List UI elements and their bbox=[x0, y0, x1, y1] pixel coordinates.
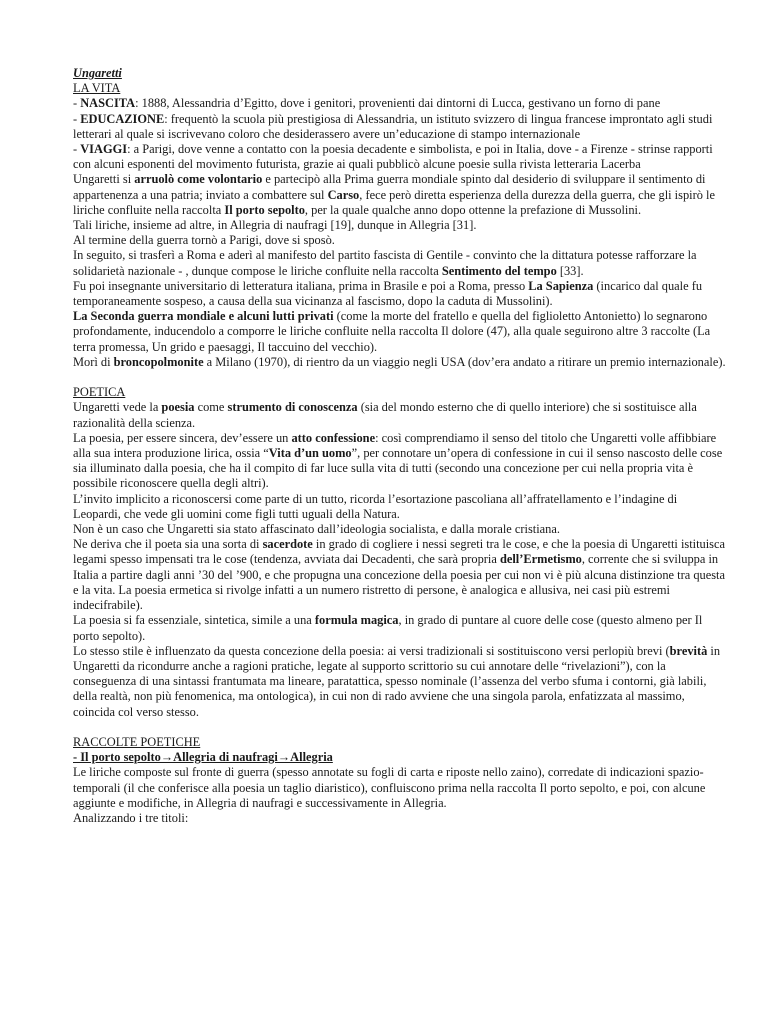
bold-text: poesia bbox=[161, 400, 195, 415]
text-run: : 1888, Alessandria d’Egitto, dove i genitori, provenienti dai dintorni di Lucca, gestivano un forno di pane bbox=[135, 96, 661, 111]
text-run: Morì di bbox=[73, 354, 114, 369]
paragraph bbox=[73, 172, 728, 218]
text-run: Ungaretti vede la bbox=[73, 400, 162, 415]
text-run: : frequentò la scuola più prestigiosa di Alessandria, un istituto svizzero di lingua francese improntato agli studi letterari al quale si iscrivevano coloro che desiderassero avere un’educazione di stampo internazionale bbox=[73, 111, 713, 141]
bold-text: La Sapienza bbox=[528, 278, 594, 293]
text-run: (incarico dal quale fu temporaneamente sospeso, a causa della sua vicinanza al fascismo, dopo la caduta di Mussolini). bbox=[73, 278, 703, 309]
section-vita-body bbox=[73, 96, 728, 370]
subheading-raccolte: - Il porto sepolto→Allegria di naufragi→Allegria bbox=[73, 750, 333, 765]
text-run: Le liriche composte sul fronte di guerra (spesso annotate su fogli di carta e riposte nello zaino), corredate di indicazioni spazio-temporali (il che conferisce alla poesia un taglio diaristico), confluiscono prima nella raccolta Il porto sepolto, e poi, con alcune aggiunte e modifiche, in Allegria di naufragi e successivamente in Allegria. bbox=[73, 765, 706, 810]
text-run: Lo stesso stile è influenzato da questa concezione della poesia: ai versi tradizionali si sostituiscono versi perlopiù brevi ( bbox=[73, 643, 670, 658]
paragraph bbox=[73, 233, 728, 248]
section-raccolte-body bbox=[73, 765, 728, 826]
text-run: , corrente che si sviluppa in Italia a partire dagli anni ’30 del ’900, e che propugna una concezione della poesia per cui non vi è più alcuna distinzione tra questa e la vita. La poesia ermetica si rivolge infatti a un numero ristretto di persone, è analogica e allusiva, nei casi più estremi indecifrabile). bbox=[73, 552, 725, 613]
bold-text: Sentimento del tempo bbox=[441, 263, 557, 278]
text-run: Tali liriche, insieme ad altre, in Allegria di naufragi [19], dunque in Allegria [31]. bbox=[73, 218, 477, 233]
paragraph bbox=[73, 537, 728, 613]
bold-text: broncopolmonite bbox=[113, 354, 204, 369]
paragraph bbox=[73, 142, 728, 172]
bold-text: atto confessione bbox=[291, 430, 376, 445]
text-run: (come la morte del fratello e quella del figlioletto Antonietto) lo segnarono profondamente, inducendolo a comporre le liriche confluite nella raccolta Il dolore (47), alla quale seguirono altre 3 raccolte (La terra promessa, Un grido e paesaggi, Il taccuino del vecchio). bbox=[73, 309, 711, 354]
document-title: Ungaretti bbox=[73, 66, 122, 80]
text-run: - bbox=[73, 142, 81, 157]
text-run: (sia del mondo esterno che di quello interiore) che si sostituisce alla razionalità della scienza. bbox=[73, 400, 697, 430]
text-run: , fece però diretta esperienza della durezza della guerra, che gli ispirò le liriche confluite nella raccolta bbox=[73, 187, 715, 217]
paragraph bbox=[73, 492, 728, 522]
bold-text: Il porto sepolto bbox=[224, 202, 305, 217]
heading-poetica: POETICA bbox=[73, 385, 126, 400]
text-run: , in grado di puntare al cuore delle cose (questo almeno per Il porto sepolto). bbox=[73, 613, 703, 643]
bold-text: Vita d’un uomo bbox=[268, 446, 352, 461]
text-run: , per la quale qualche anno dopo ottenne la prefazione di Mussolini. bbox=[304, 202, 642, 217]
paragraph bbox=[73, 355, 728, 370]
text-run: - bbox=[73, 111, 81, 126]
text-run: Al termine della guerra tornò a Parigi, dove si sposò. bbox=[73, 233, 335, 248]
text-run: : a Parigi, dove venne a contatto con la poesia decadente e simbolista, e poi in Italia, dove - a Firenze - strinse rapporti con alcuni esponenti del movimento futurista, grazie ai quali pubblicò alcune poesie sulla rivista letteraria Lacerba bbox=[73, 142, 713, 172]
text-run: come bbox=[194, 400, 228, 415]
text-run: in Ungaretti da ricondurre anche a ragioni pratiche, legate al supporto scrittorio su cui annotare delle “rivelazioni”), con la conseguenza di una sintassi frantumata ma lineare, paratattica, spesso nominale (l’assenza del verbo sfuma i contorni, già labili, della realtà, non più fenomenica, ma ontologica), in cui non di rado avviene che una singola parola, enfatizzata al massimo, coincida col verso stesso. bbox=[73, 643, 721, 719]
paragraph bbox=[73, 279, 728, 309]
spacer bbox=[73, 720, 728, 735]
text-run: L’invito implicito a riconoscersi come parte di un tutto, ricorda l’esortazione pascoliana all’affratellamento e l’indagine di Leopardi, che vede gli uomini come figli tutti uguali della Natura. bbox=[73, 491, 678, 521]
text-run: La poesia si fa essenziale, sintetica, simile a una bbox=[73, 613, 315, 628]
bold-text: Carso bbox=[327, 187, 360, 202]
text-run: : così comprendiamo il senso del titolo che Ungaretti volle affibbiare alla sua intera produzione lirica, ossia “ bbox=[73, 430, 717, 461]
paragraph bbox=[73, 431, 728, 492]
bold-text: VIAGGI bbox=[80, 142, 128, 157]
text-run: Ungaretti si bbox=[73, 172, 135, 187]
paragraph bbox=[73, 218, 728, 233]
paragraph bbox=[73, 644, 728, 720]
paragraph bbox=[73, 811, 728, 826]
bold-text: EDUCAZIONE bbox=[80, 111, 165, 126]
bold-text: La Seconda guerra mondiale e alcuni lutti privati bbox=[73, 309, 334, 324]
paragraph bbox=[73, 96, 728, 111]
paragraph bbox=[73, 522, 728, 537]
text-run: In seguito, si trasferì a Roma e aderì al manifesto del partito fascista di Gentile - convinto che la dittatura potesse rafforzare la solidarietà nazionale - , dunque compose le liriche confluite nella raccolta bbox=[73, 248, 697, 278]
paragraph bbox=[73, 112, 728, 142]
section-poetica-body bbox=[73, 400, 728, 719]
bold-text: sacerdote bbox=[262, 537, 313, 552]
bold-text: formula magica bbox=[314, 613, 399, 628]
text-run: Analizzando i tre titoli: bbox=[73, 810, 189, 825]
text-run: Non è un caso che Ungaretti sia stato affascinato dall’ideologia socialista, e dalla morale cristiana. bbox=[73, 522, 560, 537]
bold-text: strumento di conoscenza bbox=[227, 400, 358, 415]
text-run: Fu poi insegnante universitario di letteratura italiana, prima in Brasile e poi a Roma, presso bbox=[73, 278, 529, 293]
text-run: a Milano (1970), di rientro da un viaggio negli USA (dov’era andato a ritirare un premio internazionale). bbox=[203, 354, 726, 369]
text-run: - bbox=[73, 96, 81, 111]
text-run: e partecipò alla Prima guerra mondiale spinto dal desiderio di sviluppare il sentimento di appartenenza a una patria; inviato a combattere sul bbox=[73, 172, 706, 202]
paragraph bbox=[73, 248, 728, 278]
text-run: Ne deriva che il poeta sia una sorta di bbox=[73, 537, 263, 552]
bold-text: NASCITA bbox=[80, 96, 136, 111]
bold-text: dell’Ermetismo bbox=[499, 552, 582, 567]
spacer bbox=[73, 370, 728, 385]
paragraph bbox=[73, 400, 728, 430]
paragraph bbox=[73, 613, 728, 643]
text-run: ”, per connotare un’opera di confessione in cui il senso nascosto delle cose sia illuminato dalla poesia, che ha il compito di far luce sulla vita di tutti (secondo una concezione per cui nella propria vita è possibile riconoscere quella degli altri). bbox=[73, 446, 723, 491]
paragraph bbox=[73, 309, 728, 355]
paragraph bbox=[73, 765, 728, 811]
text-run: [33]. bbox=[556, 263, 584, 278]
heading-la-vita: LA VITA bbox=[73, 81, 121, 96]
heading-raccolte-poetiche: RACCOLTE POETICHE bbox=[73, 734, 201, 749]
text-run: in grado di cogliere i nessi segreti tra le cose, e che la poesia di Ungaretti istituisca legami spesso impensati tra le cose (tendenza, avviata dai Decadenti, che sarà propria bbox=[73, 537, 726, 567]
bold-text: arruolò come volontario bbox=[134, 172, 263, 187]
bold-text: brevità bbox=[669, 643, 708, 658]
text-run: La poesia, per essere sincera, dev’essere un bbox=[73, 430, 292, 445]
